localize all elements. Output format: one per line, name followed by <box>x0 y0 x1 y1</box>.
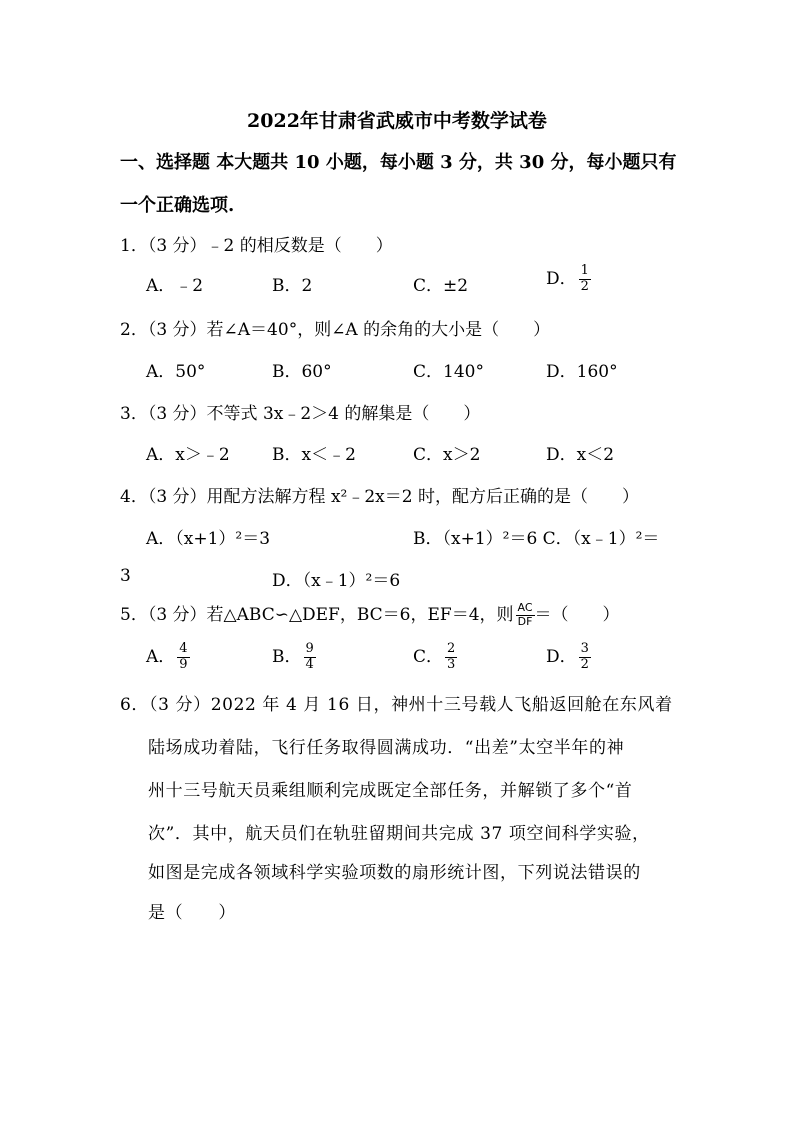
q5-stem-fraction <box>516 602 535 628</box>
question-6-line-6: 是（ ） <box>148 903 236 923</box>
q4-option-c-continued: 3 <box>120 566 131 586</box>
q2-option-a: A．50° <box>146 362 206 382</box>
question-6-line-3: 州十三号航天员乘组顺利完成既定全部任务，并解锁了多个“首 <box>148 781 633 801</box>
fraction-numerator: 9 <box>305 641 314 657</box>
q5-stem-suffix: ＝（ ） <box>534 605 620 625</box>
q5-option-a <box>146 642 190 673</box>
q2-option-d: D．160° <box>546 362 618 382</box>
fraction-numerator: 1 <box>580 263 589 279</box>
q5-stem-prefix: 5．（3 分）若△ABC∽△DEF，BC＝6，EF＝4，则 <box>120 605 514 625</box>
question-1-stem: 1．（3 分）﹣2 的相反数是（ ） <box>120 236 393 256</box>
fraction-denominator: 4 <box>305 657 314 672</box>
question-6-line-2: 陆场成功着陆，飞行任务取得圆满成功．“出差”太空半年的神 <box>148 738 625 758</box>
q5-option-c-fraction <box>445 642 457 673</box>
q4-option-d: D．（x﹣1）²＝6 <box>272 571 401 591</box>
q1-option-d-label: D． <box>546 269 577 289</box>
q5-option-d-fraction <box>579 642 591 673</box>
fraction-denominator: 2 <box>580 279 589 294</box>
fraction-numerator: 2 <box>447 641 456 657</box>
q5-option-c-label: C． <box>413 647 444 667</box>
exam-title: 2022年甘肃省武威市中考数学试卷 <box>247 110 547 132</box>
q5-option-a-label: A． <box>146 647 176 667</box>
question-6-line-4: 次”．其中，航天员们在轨驻留期间共完成 37 项空间科学实验， <box>148 824 650 844</box>
q5-option-d-label: D． <box>546 647 577 667</box>
fraction-denominator: DF <box>517 615 533 628</box>
q1-option-d <box>546 264 591 295</box>
fraction-denominator: 9 <box>179 657 188 672</box>
q5-option-a-fraction <box>177 642 189 673</box>
q3-option-a: A．x＞﹣2 <box>146 445 230 465</box>
fraction-denominator: 3 <box>447 657 456 672</box>
question-6-line-5: 如图是完成各领域科学实验项数的扇形统计图，下列说法错误的 <box>148 863 641 883</box>
q2-option-b: B．60° <box>272 362 332 382</box>
q3-option-c: C．x＞2 <box>413 445 481 465</box>
q1-option-b: B．2 <box>272 276 313 296</box>
q1-option-a: A．﹣2 <box>146 276 204 296</box>
q1-option-c: C．±2 <box>413 276 469 296</box>
q2-option-c: C．140° <box>413 362 484 382</box>
fraction-numerator: 4 <box>179 641 188 657</box>
question-6-line-1: 6．（3 分）2022 年 4 月 16 日，神州十三号载人飞船返回舱在东风着 <box>120 695 673 715</box>
q4-option-a: A．（x+1）²＝3 <box>146 529 271 549</box>
q5-option-c <box>413 642 457 673</box>
question-5-stem <box>120 600 620 629</box>
section-header-line2: 一个正确选项. <box>120 195 235 216</box>
q5-option-b <box>272 642 316 673</box>
fraction-denominator: 2 <box>580 657 589 672</box>
question-2-stem: 2．（3 分）若∠A＝40°，则∠A 的余角的大小是（ ） <box>120 320 551 340</box>
q3-option-d: D．x＜2 <box>546 445 615 465</box>
section-header-line1: 一、选择题 本大题共 10 小题，每小题 3 分，共 30 分，每小题只有 <box>120 152 677 173</box>
question-3-stem: 3．（3 分）不等式 3x﹣2＞4 的解集是（ ） <box>120 404 481 424</box>
q4-option-b-c: B．（x+1）²＝6 C．（x﹣1）²＝ <box>413 529 660 549</box>
question-4-stem: 4．（3 分）用配方法解方程 x²﹣2x＝2 时，配方后正确的是（ ） <box>120 487 639 507</box>
q5-option-d <box>546 642 591 673</box>
fraction-numerator: AC <box>517 601 533 615</box>
q3-option-b: B．x＜﹣2 <box>272 445 356 465</box>
q1-option-d-fraction <box>579 264 591 295</box>
q5-option-b-fraction <box>304 642 316 673</box>
q5-option-b-label: B． <box>272 647 302 667</box>
fraction-numerator: 3 <box>580 641 589 657</box>
